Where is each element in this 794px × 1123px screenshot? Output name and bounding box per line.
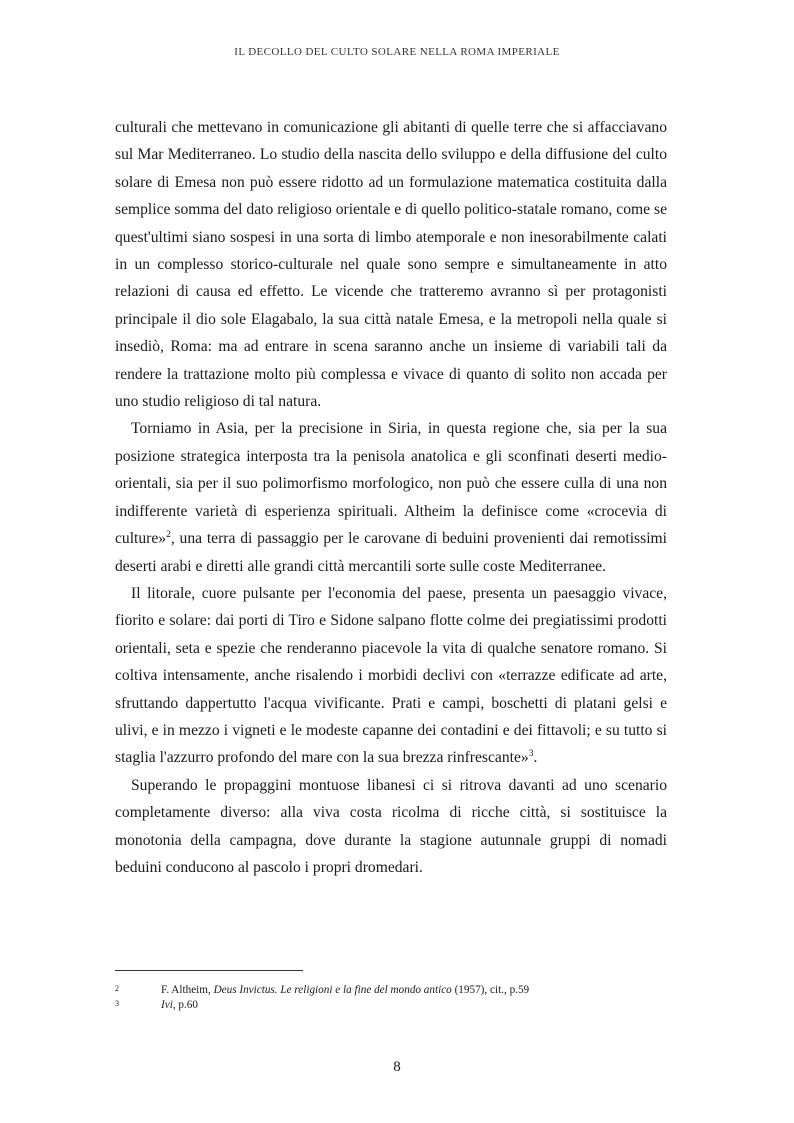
footnote-title: Deus Invictus. Le religioni e la fine del mondo antico — [213, 984, 452, 996]
footnote-author: F. Altheim, — [161, 984, 214, 996]
footnote-separator — [115, 970, 303, 971]
body-text — [115, 114, 667, 881]
footnote-citation: , p.60 — [172, 999, 198, 1011]
paragraph-2-text-b: , una terra di passaggio per le carovane di beduini provenienti dai remotissimi deserti arabi e diretti alle grandi città mercantili sorte sulle coste Mediterranee. — [115, 530, 667, 575]
paragraph-1: culturali che mettevano in comunicazione gli abitanti di quelle terre che si affacciavano sul Mar Mediterraneo. Lo studio della nascita dello sviluppo e della diffusione del culto solare di Emesa non può essere ridotto ad un formulazione matematica costituita dalla semplice somma del dato religioso orientale e di quello politico-statale romano, come se quest'ultimi siano sospesi in una sorta di limbo atemporale e non inesorabilmente calati in un complesso storico-culturale nel quale sono sempre e simultaneamente in atto relazioni di causa ed effetto. Le vicende che tratteremo avranno sì per protagonisti principale il dio sole Elagabalo, la sua città natale Emesa, e la metropoli nella quale si insediò, Roma: ma ad entrare in scena saranno anche un insieme di variabili tali da rendere la trattazione molto più complessa e vivace di quanto di solito non accada per uno studio religioso di tal natura. — [115, 119, 667, 411]
footnote-3 — [115, 998, 667, 1013]
paragraph-4: Superando le propaggini montuose libanesi ci si ritrova davanti ad uno scenario completamente diverso: alla viva costa ricolma di ricche città, si sostituisce la monotonia della campagna, dove durante la stagione autunnale gruppi di nomadi beduini conducono al pascolo i propri dromedari. — [115, 776, 667, 876]
footnote-ref-2: 2 — [166, 529, 171, 540]
footnote-citation: (1957), cit., p.59 — [451, 984, 530, 996]
paragraph-3 — [115, 580, 667, 772]
footnotes — [115, 983, 667, 1013]
footnote-number: 2 — [115, 984, 119, 993]
paragraph-2-text-a: Torniamo in Asia, per la precisione in Siria, in questa regione che, sia per la sua posizione strategica interposta tra la penisola anatolica e gli sconfinati deserti medio-orientali, sia per il suo polimorfismo morfologico, non può che essere culla di una non indifferente varietà di esperienza spirituali. Altheim la definisce come «crocevia di culture» — [115, 420, 667, 548]
paragraph-2 — [115, 415, 667, 579]
paragraph-3-text-a: Il litorale, cuore pulsante per l'economia del paese, presenta un paesaggio vivace, fiorito e solare: dai porti di Tiro e Sidone salpano flotte colme dei pregiatissimi prodotti orientali, seta e spezie che renderanno piacevole la vita di qualche senatore romano. Si coltiva intensamente, anche risalendo i morbidi declivi con «terrazze edificate ad arte, sfruttando dappertutto l'acqua vivificante. Prati e campi, boschetti di platani gelsi e ulivi, e in mezzo i vigneti e le modeste capanne dei contadini e dei fittavoli; e su tutto si staglia l'azzurro profondo del mare con la sua brezza rinfrescante» — [115, 584, 667, 767]
running-header: IL DECOLLO DEL CULTO SOLARE NELLA ROMA IMPERIALE — [234, 46, 560, 58]
page-number: 8 — [393, 1059, 401, 1075]
footnote-title: Ivi — [161, 999, 173, 1011]
footnote-ref-3: 3 — [528, 749, 534, 760]
footnote-number: 3 — [115, 999, 119, 1008]
footnote-2 — [115, 983, 667, 998]
paragraph-3-text-b: . — [533, 749, 538, 767]
